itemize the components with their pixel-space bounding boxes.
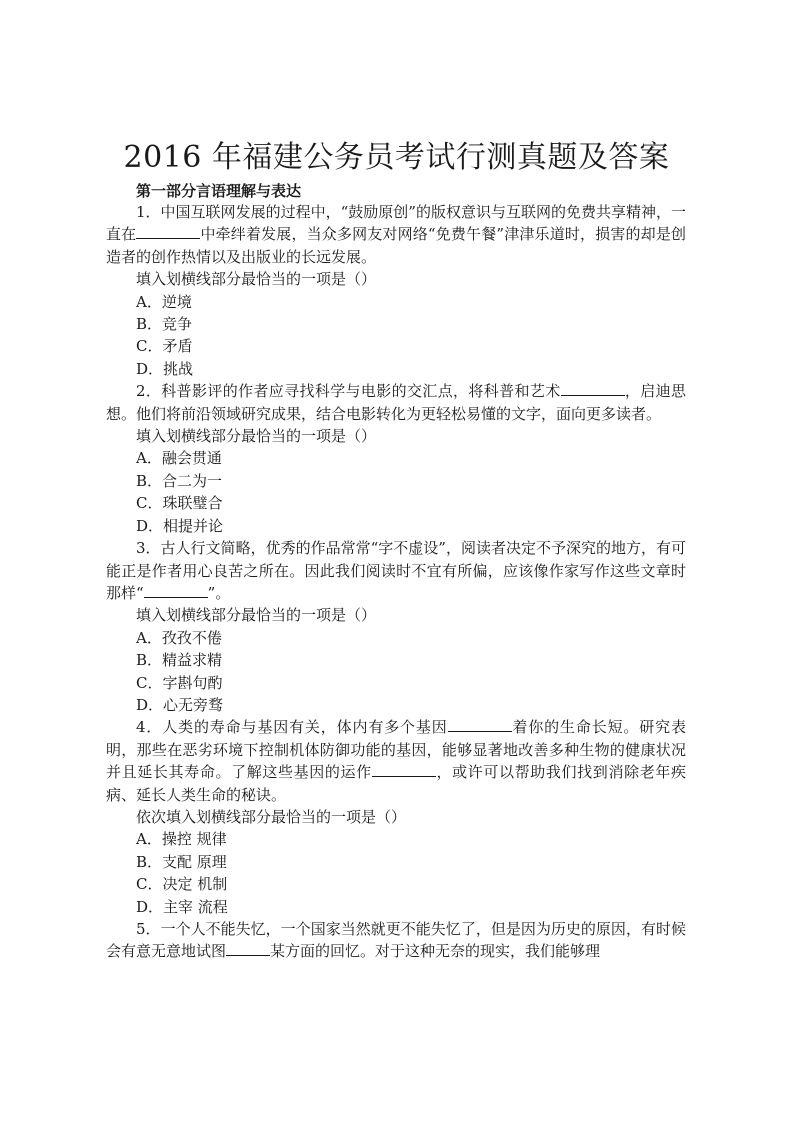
question-4-option-b: B．支配 原理 <box>136 852 227 871</box>
question-text: 着你的生命长短。研究表明，那些在恶劣环境下控制机体防御功能的基因，能够显著地改善多种生物的健康状况并且延长其寿命。了解这些基因的运作 <box>106 718 686 782</box>
fill-blank <box>136 224 200 239</box>
question-2-stem <box>106 380 686 425</box>
question-3-prompt: 填入划横线部分最恰当的一项是（） <box>136 606 377 625</box>
question-text: 某方面的回忆。对于这种无奈的现实，我们能够理 <box>270 942 601 961</box>
question-4-prompt: 依次填入划横线部分最恰当的一项是（） <box>136 807 407 826</box>
document-title: 2016 年福建公务员考试行测真题及答案 <box>123 140 670 175</box>
question-1-option-d: D．挑战 <box>136 359 194 378</box>
question-3-option-d: D．心无旁骛 <box>136 695 224 714</box>
question-text: 1．中国互联网发展的过程中，“鼓励原创”的版权意识与互联网的免费共享精神，一直在 <box>106 203 686 244</box>
question-1-option-b: B．竞争 <box>136 315 193 334</box>
question-4-option-d: D．主宰 流程 <box>136 897 228 916</box>
question-2-option-b: B．合二为一 <box>136 471 223 490</box>
fill-blank <box>372 762 436 777</box>
fill-blank <box>226 941 270 956</box>
question-4-option-a: A．操控 规律 <box>136 830 227 849</box>
document-body <box>106 201 686 963</box>
fill-blank <box>448 717 512 732</box>
question-3-option-a: A．孜孜不倦 <box>136 628 222 647</box>
question-1-prompt: 填入划横线部分最恰当的一项是（） <box>136 270 377 289</box>
question-2-prompt: 填入划横线部分最恰当的一项是（） <box>136 427 377 446</box>
question-1-option-c: C．矛盾 <box>136 337 193 356</box>
question-3-option-b: B．精益求精 <box>136 651 223 670</box>
question-2-option-c: C．珠联璧合 <box>136 494 223 513</box>
question-text: 5．一个人不能失忆，一个国家当然就更不能失忆了，但是因为历史的原因，有时候会有意无意地试图 <box>106 920 686 961</box>
fill-blank <box>561 381 625 396</box>
question-text: ”。 <box>207 583 231 602</box>
question-4-stem <box>106 716 686 806</box>
question-text: 2．科普影评的作者应寻找科学与电影的交汇点，将科普和艺术 <box>136 382 561 401</box>
question-2-option-a: A．融会贯通 <box>136 449 222 468</box>
fill-blank <box>144 583 208 598</box>
question-1-stem <box>106 201 686 268</box>
section-heading: 第一部分言语理解与表达 <box>136 182 302 200</box>
question-text: ，启迪思想。他们将前沿领域研究成果，结合电影转化为更轻松易懂的文字，面向更多读者。 <box>106 382 686 423</box>
question-text: 4．人类的寿命与基因有关，体内有多个基因 <box>136 718 448 737</box>
question-text: 3．古人行文简略，优秀的作品常常“字不虚设”，阅读者决定不予深究的地方，有可能正是作者用心良苦之所在。因此我们阅读时不宜有所偏，应该像作家写作这些文章时那样“ <box>106 539 686 602</box>
question-4-option-c: C．决定 机制 <box>136 875 228 894</box>
question-text: ，或许可以帮助我们找到消除老年疾病、延长人类生命的秘诀。 <box>106 763 686 804</box>
question-3-option-c: C．字斟句酌 <box>136 673 223 692</box>
question-3-stem <box>106 537 686 604</box>
question-text: 中牵绊着发展，当众多网友对网络“免费午餐”津津乐道时，损害的却是创造者的创作热情以及出版业的长远发展。 <box>106 225 686 266</box>
question-1-option-a: A．逆境 <box>136 292 192 311</box>
question-2-option-d: D．相提并论 <box>136 516 224 535</box>
question-5-stem <box>106 918 686 963</box>
